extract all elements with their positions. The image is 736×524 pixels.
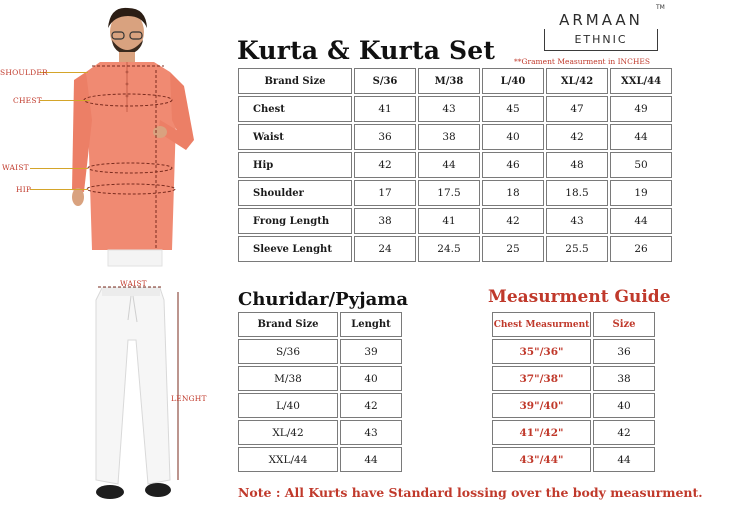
table-cell: 44 (610, 124, 672, 150)
table-cell: 24 (354, 236, 416, 262)
table-row (492, 393, 655, 418)
model-figure (0, 0, 230, 520)
table-cell: 46 (482, 152, 544, 178)
hip-label: HIP (16, 185, 32, 194)
model-illustration (0, 0, 230, 520)
table-cell: 40 (340, 366, 402, 391)
table-cell: 43 (418, 96, 480, 122)
logo-name-bottom: ETHNIC (574, 33, 628, 46)
table-cell: 18 (482, 180, 544, 206)
kurta-size-table (236, 66, 674, 264)
table-cell: 38 (418, 124, 480, 150)
shoulder-label: SHOULDER (0, 68, 48, 77)
table-cell: 40 (482, 124, 544, 150)
table-cell: 40 (593, 393, 655, 418)
table-cell: 17 (354, 180, 416, 206)
column-header: Lenght (340, 312, 402, 337)
table-cell: 44 (610, 208, 672, 234)
waist-guide-line (30, 168, 88, 169)
column-header: Brand Size (238, 68, 352, 94)
table-cell: XL/42 (238, 420, 338, 445)
table-header-row (238, 68, 672, 94)
table-cell: 37"/38" (492, 366, 591, 391)
table-cell: 36 (354, 124, 416, 150)
table-row (238, 236, 672, 262)
fit-note: Note : All Kurts have Standard lossing over the body measurment. (238, 485, 703, 500)
table-cell: 42 (593, 420, 655, 445)
table-cell: 42 (482, 208, 544, 234)
table-row (238, 393, 402, 418)
table-cell: 41 (418, 208, 480, 234)
table-cell: 44 (593, 447, 655, 472)
table-row (238, 447, 402, 472)
column-header: Size (593, 312, 655, 337)
table-row (492, 339, 655, 364)
hip-guide-line (30, 189, 88, 190)
table-row (238, 96, 672, 122)
column-header: XL/42 (546, 68, 608, 94)
table-cell: 42 (546, 124, 608, 150)
guide-title: Measurment Guide (488, 287, 671, 307)
column-header: XXL/44 (610, 68, 672, 94)
column-header: Brand Size (238, 312, 338, 337)
pyjama-size-table (236, 310, 404, 474)
table-row (238, 124, 672, 150)
table-row (238, 420, 402, 445)
row-label: Frong Length (238, 208, 352, 234)
table-cell: 47 (546, 96, 608, 122)
table-cell: L/40 (238, 393, 338, 418)
table-cell: 43"/44" (492, 447, 591, 472)
column-header: Chest Measurment (492, 312, 591, 337)
column-header: S/36 (354, 68, 416, 94)
pyjama-title: Churidar/Pyjama (238, 289, 409, 310)
table-cell: 35"/36" (492, 339, 591, 364)
column-header: M/38 (418, 68, 480, 94)
table-cell: 25.5 (546, 236, 608, 262)
table-cell: 25 (482, 236, 544, 262)
brand-logo (544, 8, 658, 50)
row-label: Shoulder (238, 180, 352, 206)
table-row (238, 152, 672, 178)
table-header-row (238, 312, 402, 337)
table-cell: 45 (482, 96, 544, 122)
chest-guide-line (40, 100, 90, 101)
table-cell: 49 (610, 96, 672, 122)
waist-label: WAIST (2, 163, 29, 172)
table-cell: 24.5 (418, 236, 480, 262)
table-cell: 38 (593, 366, 655, 391)
chest-label: CHEST (13, 96, 42, 105)
table-cell: 39"/40" (492, 393, 591, 418)
table-cell: XXL/44 (238, 447, 338, 472)
table-row (492, 366, 655, 391)
table-row (492, 447, 655, 472)
kurta-title: Kurta & Kurta Set (237, 36, 496, 65)
logo-name-top: ARMAAN (544, 11, 658, 29)
table-cell: S/36 (238, 339, 338, 364)
table-cell: 26 (610, 236, 672, 262)
table-cell: 41 (354, 96, 416, 122)
table-cell: M/38 (238, 366, 338, 391)
table-cell: 17.5 (418, 180, 480, 206)
unit-note: **Grament Measurment in INCHES (514, 57, 650, 66)
pyjama-waist-label: WAIST (120, 279, 147, 288)
pyjama-length-label: LENGHT (171, 394, 207, 403)
table-cell: 19 (610, 180, 672, 206)
row-label: Sleeve Lenght (238, 236, 352, 262)
row-label: Chest (238, 96, 352, 122)
table-row (238, 180, 672, 206)
table-cell: 44 (340, 447, 402, 472)
table-row (238, 208, 672, 234)
table-row (238, 339, 402, 364)
table-cell: 41"/42" (492, 420, 591, 445)
trademark-mark: TM (656, 4, 665, 11)
table-cell: 39 (340, 339, 402, 364)
table-cell: 36 (593, 339, 655, 364)
row-label: Waist (238, 124, 352, 150)
table-row (238, 366, 402, 391)
table-cell: 43 (340, 420, 402, 445)
table-cell: 42 (340, 393, 402, 418)
table-cell: 38 (354, 208, 416, 234)
table-cell: 42 (354, 152, 416, 178)
column-header: L/40 (482, 68, 544, 94)
table-row (492, 420, 655, 445)
table-cell: 18.5 (546, 180, 608, 206)
table-cell: 50 (610, 152, 672, 178)
table-cell: 44 (418, 152, 480, 178)
table-cell: 48 (546, 152, 608, 178)
table-header-row (492, 312, 655, 337)
measurement-guide-table (490, 310, 657, 474)
table-cell: 43 (546, 208, 608, 234)
row-label: Hip (238, 152, 352, 178)
